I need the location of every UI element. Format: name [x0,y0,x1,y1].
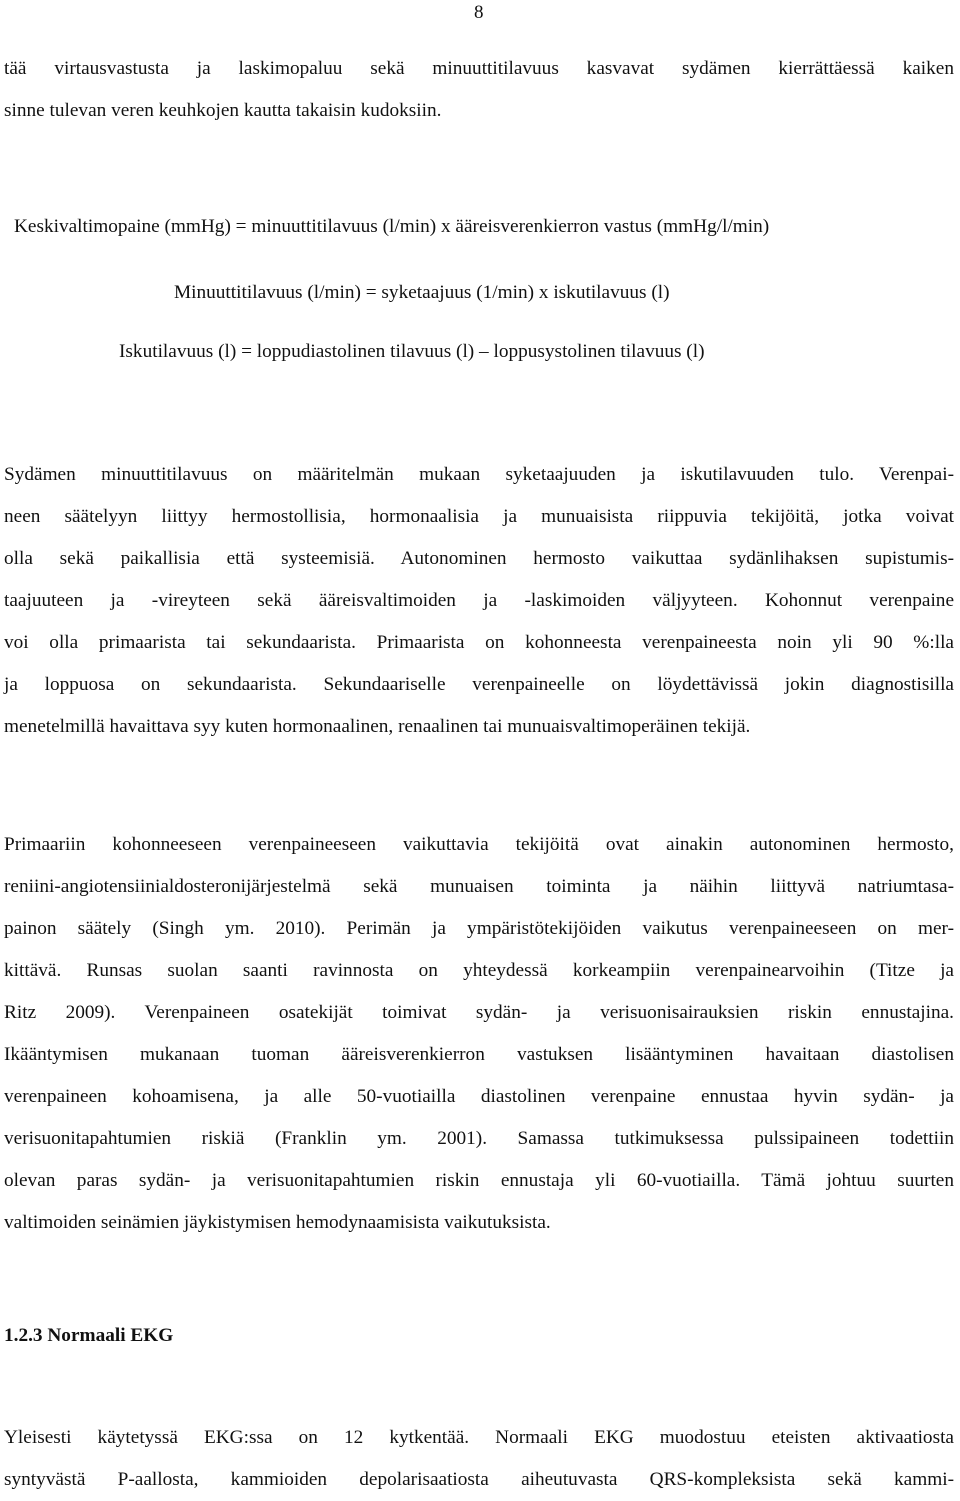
paragraph-cardiac-output [4,454,954,748]
formula-mean-arterial-pressure: Keskivaltimopaine (mmHg) = minuuttitilavuus (l/min) x ääreisverenkierron vastus (mmHg/l/min) [14,216,770,237]
text-line: kittävä. Runsas suolan saanti ravinnosta on yhteydessä korkeampiin verenpainearvoihin (Titze ja [4,960,954,981]
text-line: syntyvästä P-aallosta, kammioiden depolarisaatiosta aiheutuvasta QRS-kompleksista sekä kammi- [4,1469,954,1490]
text-line: Ritz 2009). Verenpaineen osatekijät toimivat sydän- ja verisuonisairauksien riskin ennustajina. [4,1002,954,1023]
text-line: olevan paras sydän- ja verisuonitapahtumien riskin ennustaja yli 60-vuotiailla. Tämä johtuu suurten [4,1170,954,1191]
paragraph-primary-hypertension [4,824,954,1244]
text-line: menetelmillä havaittava syy kuten hormonaalinen, renaalinen tai munuaisvaltimoperäinen tekijä. [4,716,751,737]
text-line: ja loppuosa on sekundaarista. Sekundaariselle verenpaineelle on löydettävissä jokin diagnostisilla [4,674,954,695]
section-heading: 1.2.3 Normaali EKG [4,1325,174,1346]
text-line: reniini-angiotensiinialdosteronijärjestelmä sekä munuaisen toiminta ja näihin liittyvä natriumtasa- [4,876,954,897]
text-line: Primaariin kohonneeseen verenpaineeseen vaikuttavia tekijöitä ovat ainakin autonominen hermosto, [4,834,954,855]
text-line: verisuonitapahtumien riskiä (Franklin ym. 2001). Samassa tutkimuksessa pulssipaineen todettiin [4,1128,954,1149]
text-line: voi olla primaarista tai sekundaarista. Primaarista on kohonneesta verenpaineesta noin yli 90 %:lla [4,632,954,653]
page-number: 8 [474,2,484,23]
text-line: painon säätely (Singh ym. 2010). Perimän ja ympäristötekijöiden vaikutus verenpaineeseen on mer- [4,918,954,939]
formula-cardiac-output: Minuuttitilavuus (l/min) = syketaajuus (1/min) x iskutilavuus (l) [174,282,670,303]
text-line: tää virtausvastusta ja laskimopaluu sekä minuuttitilavuus kasvavat sydämen kierrättäessä kaiken [4,58,954,79]
text-line: verenpaineen kohoamisena, ja alle 50-vuotiailla diastolinen verenpaine ennustaa hyvin sydän- ja [4,1086,954,1107]
formula-stroke-volume: Iskutilavuus (l) = loppudiastolinen tilavuus (l) – loppusystolinen tilavuus (l) [119,341,705,362]
text-line: sinne tulevan veren keuhkojen kautta takaisin kudoksiin. [4,100,442,121]
text-line: Sydämen minuuttitilavuus on määritelmän mukaan syketaajuuden ja iskutilavuuden tulo. Verenpai- [4,464,954,485]
text-line: neen säätelyyn liittyy hermostollisia, hormonaalisia ja munuaisista riippuvia tekijöitä, jotka voivat [4,506,954,527]
text-line: olla sekä paikallisia että systeemisiä. Autonominen hermosto vaikuttaa sydänlihaksen supistumis- [4,548,954,569]
paragraph-normal-ekg [4,1417,954,1501]
text-line: valtimoiden seinämien jäykistymisen hemodynaamisista vaikutuksista. [4,1212,551,1233]
text-line: taajuuteen ja -vireyteen sekä ääreisvaltimoiden ja -laskimoiden väljyyteen. Kohonnut verenpaine [4,590,954,611]
text-line: Ikääntymisen mukanaan tuoman ääreisverenkierron vastuksen lisääntyminen havaitaan diastolisen [4,1044,954,1065]
intro-paragraph [4,48,954,132]
text-line: Yleisesti käytetyssä EKG:ssa on 12 kytkentää. Normaali EKG muodostuu eteisten aktivaatiosta [4,1427,954,1448]
